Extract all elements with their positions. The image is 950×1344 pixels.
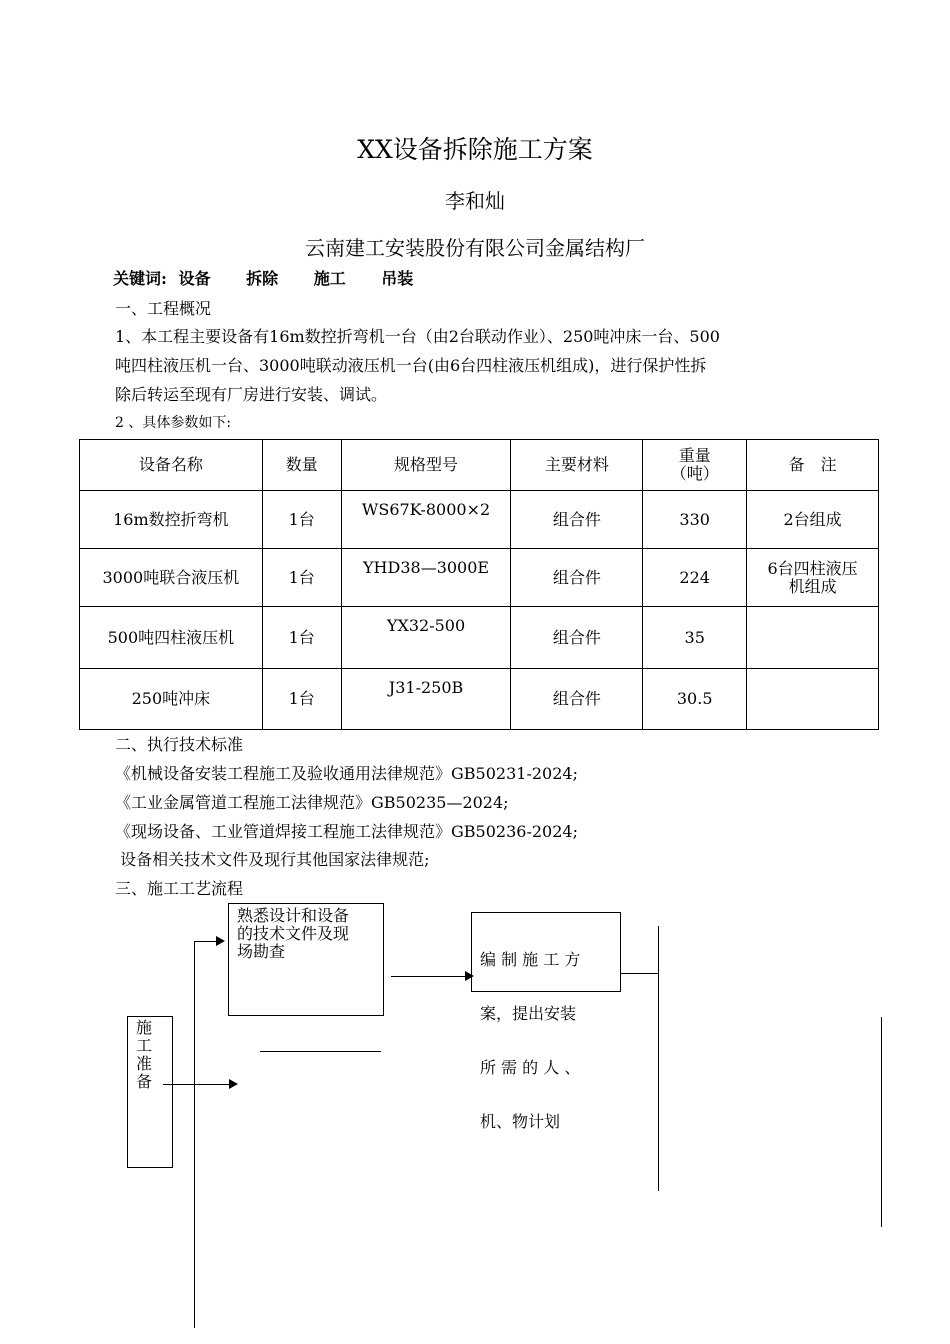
keyword: 吊装 <box>381 269 414 288</box>
paragraph-line: 吨四柱液压机一台、3000吨联动液压机一台(由6台四柱液压机组成)，进行保护性拆 <box>115 356 707 375</box>
standard-item: 《机械设备安装工程施工及验收通用法律规范》GB50231-2024; <box>115 764 578 783</box>
paragraph-line: 1、本工程主要设备有16m数控折弯机一台（由2台联动作业）、250吨冲床一台、500 <box>115 327 720 346</box>
doc-title: XX设备拆除施工方案 <box>357 135 593 164</box>
table-cell: 组合件 <box>511 549 643 607</box>
flow-box-char: 工 <box>136 1036 153 1055</box>
connector-line <box>881 1017 882 1227</box>
table-row <box>80 549 879 607</box>
paragraph-line: 除后转运至现有厂房进行安装、调试。 <box>115 385 388 404</box>
table-cell: 1台 <box>262 669 341 730</box>
params-label: 2 、具体参数如下: <box>115 415 232 431</box>
flow-box-survey <box>228 903 384 1016</box>
standard-item: 《现场设备、工业管道焊接工程施工法律规范》GB50236-2024; <box>115 822 578 841</box>
note-line: 6台四柱液压 <box>767 558 858 578</box>
table-cell <box>747 549 879 607</box>
flow-box-line: 编 制 施 工 方 <box>480 950 581 969</box>
table-cell: 30.5 <box>643 669 747 730</box>
table-cell: 1台 <box>262 607 341 669</box>
table-cell: 3000吨联合液压机 <box>80 549 263 607</box>
arrow-right-icon <box>229 1079 238 1089</box>
table-row <box>80 491 879 549</box>
table-cell: 组合件 <box>511 669 643 730</box>
table-cell: 组合件 <box>511 607 643 669</box>
weight-header-line: （吨） <box>670 464 719 483</box>
table-cell: 2台组成 <box>747 491 879 549</box>
section3-heading: 三、施工工艺流程 <box>115 879 244 898</box>
table-row <box>80 669 879 730</box>
connector-line <box>260 1051 381 1052</box>
keywords-label: 关键词: <box>113 269 167 288</box>
equipment-table <box>79 439 879 730</box>
keyword: 设备 <box>178 269 211 288</box>
table-header-cell: 规格型号 <box>341 440 511 491</box>
flow-box-line: 的技术文件及现 <box>237 924 350 943</box>
table-cell: 1台 <box>262 491 341 549</box>
keyword: 施工 <box>313 269 346 288</box>
table-cell: 16m数控折弯机 <box>80 491 263 549</box>
table-header-cell: 主要材料 <box>511 440 643 491</box>
table-cell: 35 <box>643 607 747 669</box>
arrow-right-icon <box>465 971 474 981</box>
connector-line <box>194 941 218 942</box>
table-header-cell: 数量 <box>262 440 341 491</box>
flow-box-char: 备 <box>136 1072 153 1091</box>
connector-line <box>658 926 659 1191</box>
section2-heading: 二、执行技术标准 <box>115 735 244 754</box>
table-header-row <box>80 440 879 491</box>
standard-item: 设备相关技术文件及现行其他国家法律规范; <box>115 850 430 869</box>
keywords <box>113 266 443 289</box>
connector-line <box>621 973 659 974</box>
table-cell <box>747 669 879 730</box>
flow-box-line: 机、物计划 <box>480 1112 561 1131</box>
table-cell: 1台 <box>262 549 341 607</box>
connector-line <box>194 941 195 1328</box>
author: 李和灿 <box>445 189 505 213</box>
arrow-right-icon <box>216 936 225 946</box>
table-cell: J31-250B <box>341 669 511 730</box>
table-cell: 330 <box>643 491 747 549</box>
section1-heading: 一、工程概况 <box>115 299 212 318</box>
flow-box-line: 所 需 的 人 、 <box>480 1058 581 1077</box>
table-row <box>80 607 879 669</box>
connector-line <box>391 976 467 977</box>
table-cell: 组合件 <box>511 491 643 549</box>
flow-box-char: 施 <box>136 1018 153 1037</box>
flow-box-line: 场勘查 <box>237 942 286 961</box>
table-cell: WS67K-8000×2 <box>341 491 511 549</box>
flow-box-line: 案，提出安装 <box>480 1004 577 1023</box>
note-line: 机组成 <box>788 576 837 596</box>
table-cell <box>747 607 879 669</box>
table-cell: 250吨冲床 <box>80 669 263 730</box>
flow-box-plan <box>471 912 621 1131</box>
organization: 云南建工安装股份有限公司金属结构厂 <box>305 236 645 260</box>
flow-box-line: 熟悉设计和设备 <box>237 906 350 925</box>
flow-box-prep <box>127 1016 173 1168</box>
table-cell: 500吨四柱液压机 <box>80 607 263 669</box>
table-header-cell: 备 注 <box>747 440 879 491</box>
flow-box-char: 准 <box>136 1054 153 1073</box>
standard-item: 《工业金属管道工程施工法律规范》GB50235—2024; <box>115 793 509 812</box>
table-cell: YHD38—3000E <box>341 549 511 607</box>
table-cell: YX32-500 <box>341 607 511 669</box>
keyword: 拆除 <box>246 269 279 288</box>
table-cell: 224 <box>643 549 747 607</box>
connector-line <box>163 1084 231 1085</box>
table-header-cell <box>643 440 747 491</box>
weight-header-line: 重量 <box>678 446 711 465</box>
table-header-cell: 设备名称 <box>80 440 263 491</box>
